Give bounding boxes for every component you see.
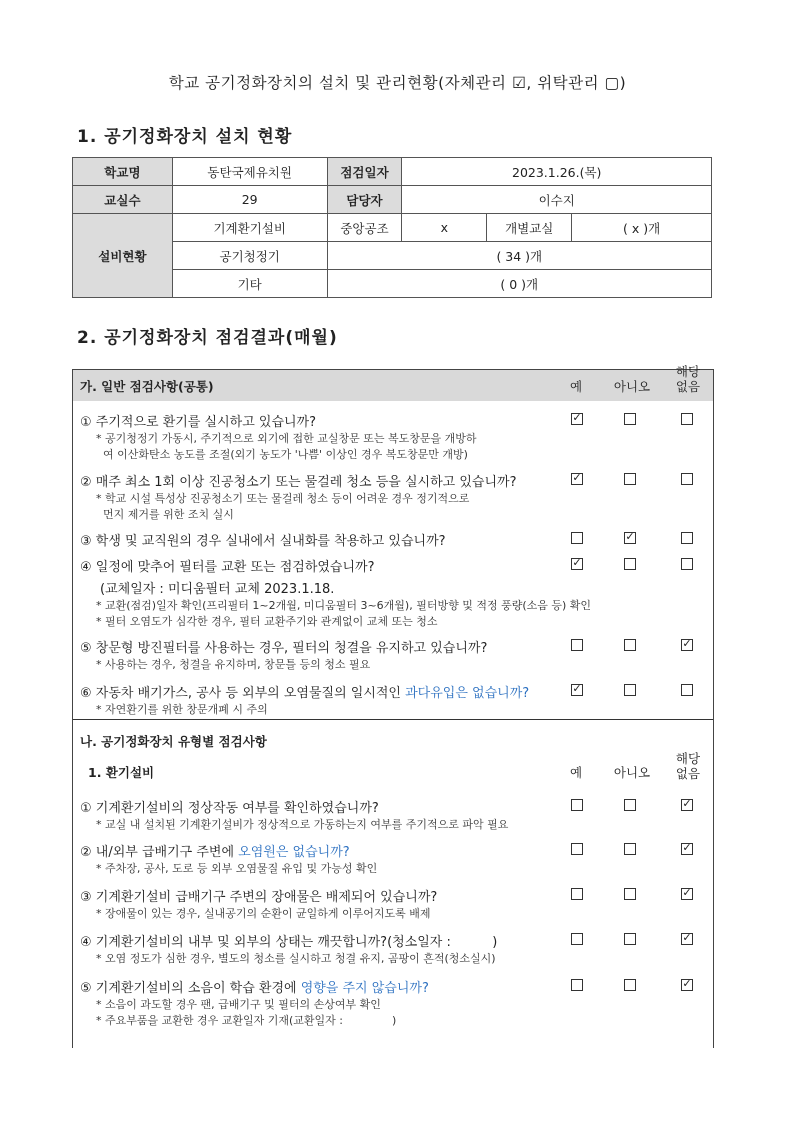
general-question-5: ⑤ 창문형 방진필터를 사용하는 경우, 필터의 청결을 유지하고 있습니까? [80, 641, 488, 656]
checkbox-yes[interactable] [571, 639, 583, 651]
question-highlight: 오염원은 없습니까? [238, 845, 350, 860]
vent-note-1-1: * 교실 내 설치된 기계환기설비가 정상적으로 가동하는지 여부를 주기적으로 파악 필요 [96, 818, 509, 831]
col-no-2: 아니오 [613, 765, 651, 780]
general-question-3: ③ 학생 및 교직원의 경우 실내에서 실내화를 착용하고 있습니까? [80, 534, 446, 549]
checkbox-no[interactable] [624, 684, 636, 696]
col-na-2: 해당 없음 [675, 751, 701, 781]
vent-note-3-1: * 장애물이 있는 경우, 실내공기의 순환이 균일하게 이루어지도록 배제 [96, 907, 431, 920]
individual-label: 개별교실 [487, 214, 572, 242]
question-text: ⑥ 자동차 배기가스, 공사 등 외부의 오염물질의 일시적인 [80, 686, 406, 701]
vent-question-4: ④ 기계환기설비의 내부 및 외부의 상태는 깨끗합니까?(청소일자 : ) [80, 935, 498, 950]
general-note-5-1: * 사용하는 경우, 청결을 유지하며, 창문틀 등의 청소 필요 [96, 658, 371, 671]
vent-question-5 [80, 977, 429, 996]
checkbox-no[interactable] [624, 799, 636, 811]
central-label: 중앙공조 [327, 214, 402, 242]
section2-heading: 2. 공기정화장치 점검결과(매월) [77, 328, 338, 348]
install-status-table [72, 157, 712, 298]
document-title: 학교 공기정화장치의 설치 및 관리현황(자체관리 ☑, 위탁관리 ▢) [168, 74, 627, 92]
other-value: ( 0 )개 [327, 270, 711, 298]
checkbox-na-checked[interactable] [681, 843, 693, 855]
checkbox-no[interactable] [624, 558, 636, 570]
checkbox-yes[interactable] [571, 933, 583, 945]
general-note-1-1: * 공기청정기 가동시, 주기적으로 외기에 접한 교실창문 또는 복도창문을 개방하 [96, 432, 477, 445]
checkbox-no[interactable] [624, 473, 636, 485]
manager-value: 이수지 [402, 186, 712, 214]
checkbox-yes-checked[interactable] [571, 684, 583, 696]
manager-label: 담당자 [327, 186, 402, 214]
general-note-4-1: * 교환(점검)일자 확인(프리필터 1~2개월, 미디움필터 3~6개월), 필터방향 및 적정 풍량(소음 등) 확인 [96, 599, 592, 612]
checkbox-na[interactable] [681, 413, 693, 425]
equip-label: 설비현황 [73, 214, 173, 298]
checkbox-na[interactable] [681, 473, 693, 485]
checkbox-yes[interactable] [571, 888, 583, 900]
checkbox-no[interactable] [624, 933, 636, 945]
general-sub-4: (교체일자 : 미디움필터 교체 2023.1.18. [100, 582, 335, 597]
vent-note-2-1: * 주차장, 공사, 도로 등 외부 오염물질 유입 및 가능성 확인 [96, 862, 378, 875]
vent-note-5-1: * 소음이 과도할 경우 팬, 급배기구 및 필터의 손상여부 확인 [96, 998, 381, 1011]
question-text: ⑤ 기계환기설비의 소음이 학습 환경에 [80, 981, 301, 996]
school-value: 동탄국제유치원 [172, 158, 327, 186]
vent-title: 1. 환기설비 [88, 765, 155, 780]
question-highlight: 영향을 주지 않습니까? [300, 981, 429, 996]
checkbox-yes[interactable] [571, 979, 583, 991]
section-divider [73, 719, 713, 720]
purifier-value: ( 34 )개 [327, 242, 711, 270]
general-question-1: ① 주기적으로 환기를 실시하고 있습니까? [80, 415, 317, 430]
checkbox-no[interactable] [624, 843, 636, 855]
individual-value: ( x )개 [572, 214, 712, 242]
other-label: 기타 [172, 270, 327, 298]
checkbox-na-checked[interactable] [681, 888, 693, 900]
checkbox-no[interactable] [624, 413, 636, 425]
checkbox-no[interactable] [624, 888, 636, 900]
general-note-6-1: * 자연환기를 위한 창문개폐 시 주의 [96, 703, 268, 716]
checkbox-no-checked[interactable] [624, 532, 636, 544]
date-label: 점검일자 [327, 158, 402, 186]
checkbox-na-checked[interactable] [681, 799, 693, 811]
general-note-4-2: * 필터 오염도가 심각한 경우, 필터 교환주기와 관계없이 교체 또는 청소 [96, 615, 438, 628]
type-title: 나. 공기정화장치 유형별 점검사항 [80, 734, 267, 749]
checkbox-yes-checked[interactable] [571, 413, 583, 425]
general-question-4: ④ 일정에 맞추어 필터를 교환 또는 점검하였습니까? [80, 560, 375, 575]
vent-question-2 [80, 841, 350, 860]
vent-note-5-2: * 주요부품을 교환한 경우 교환일자 기재(교환일자 : ) [96, 1014, 397, 1027]
checkbox-yes[interactable] [571, 843, 583, 855]
checkbox-no[interactable] [624, 979, 636, 991]
checkbox-yes[interactable] [571, 799, 583, 811]
col-no: 아니오 [613, 379, 651, 394]
purifier-label: 공기청정기 [172, 242, 327, 270]
general-question-6 [80, 682, 529, 701]
checkbox-na-checked[interactable] [681, 979, 693, 991]
general-note-2-2: 먼지 제거를 위한 조치 실시 [96, 508, 234, 521]
school-label: 학교명 [73, 158, 173, 186]
checkbox-yes-checked[interactable] [571, 473, 583, 485]
date-value: 2023.1.26.(목) [402, 158, 712, 186]
col-yes-2: 예 [569, 765, 583, 780]
checkbox-na-checked[interactable] [681, 639, 693, 651]
col-yes: 예 [569, 379, 583, 394]
general-note-2-1: * 학교 시설 특성상 진공청소기 또는 물걸레 청소 등이 어려운 경우 정기적으로 [96, 492, 470, 505]
checkbox-yes-checked[interactable] [571, 558, 583, 570]
general-note-1-2: 여 이산화탄소 농도를 조절(외기 농도가 '나쁨' 이상인 경우 복도창문만 개방) [96, 448, 468, 461]
general-question-2: ② 매주 최소 1회 이상 진공청소기 또는 물걸레 청소 등을 실시하고 있습니까? [80, 475, 517, 490]
checkbox-yes[interactable] [571, 532, 583, 544]
mech-label: 기계환기설비 [172, 214, 327, 242]
checkbox-na-checked[interactable] [681, 933, 693, 945]
question-text: ② 내/외부 급배기구 주변에 [80, 845, 239, 860]
vent-question-1: ① 기계환기설비의 정상작동 여부를 확인하였습니까? [80, 801, 379, 816]
checkbox-na[interactable] [681, 532, 693, 544]
checkbox-na[interactable] [681, 558, 693, 570]
general-title: 가. 일반 점검사항(공통) [80, 379, 214, 394]
rooms-label: 교실수 [73, 186, 173, 214]
section1-heading: 1. 공기정화장치 설치 현황 [77, 127, 293, 147]
rooms-value: 29 [172, 186, 327, 214]
checkbox-no[interactable] [624, 639, 636, 651]
central-value: x [402, 214, 487, 242]
question-highlight: 과다유입은 없습니까? [405, 686, 530, 701]
vent-question-3: ③ 기계환기설비 급배기구 주변의 장애물은 배제되어 있습니까? [80, 890, 438, 905]
checkbox-na[interactable] [681, 684, 693, 696]
col-na: 해당 없음 [675, 364, 701, 394]
vent-note-4-1: * 오염 정도가 심한 경우, 별도의 청소를 실시하고 청결 유지, 곰팡이 흔적(청소실시) [96, 952, 496, 965]
